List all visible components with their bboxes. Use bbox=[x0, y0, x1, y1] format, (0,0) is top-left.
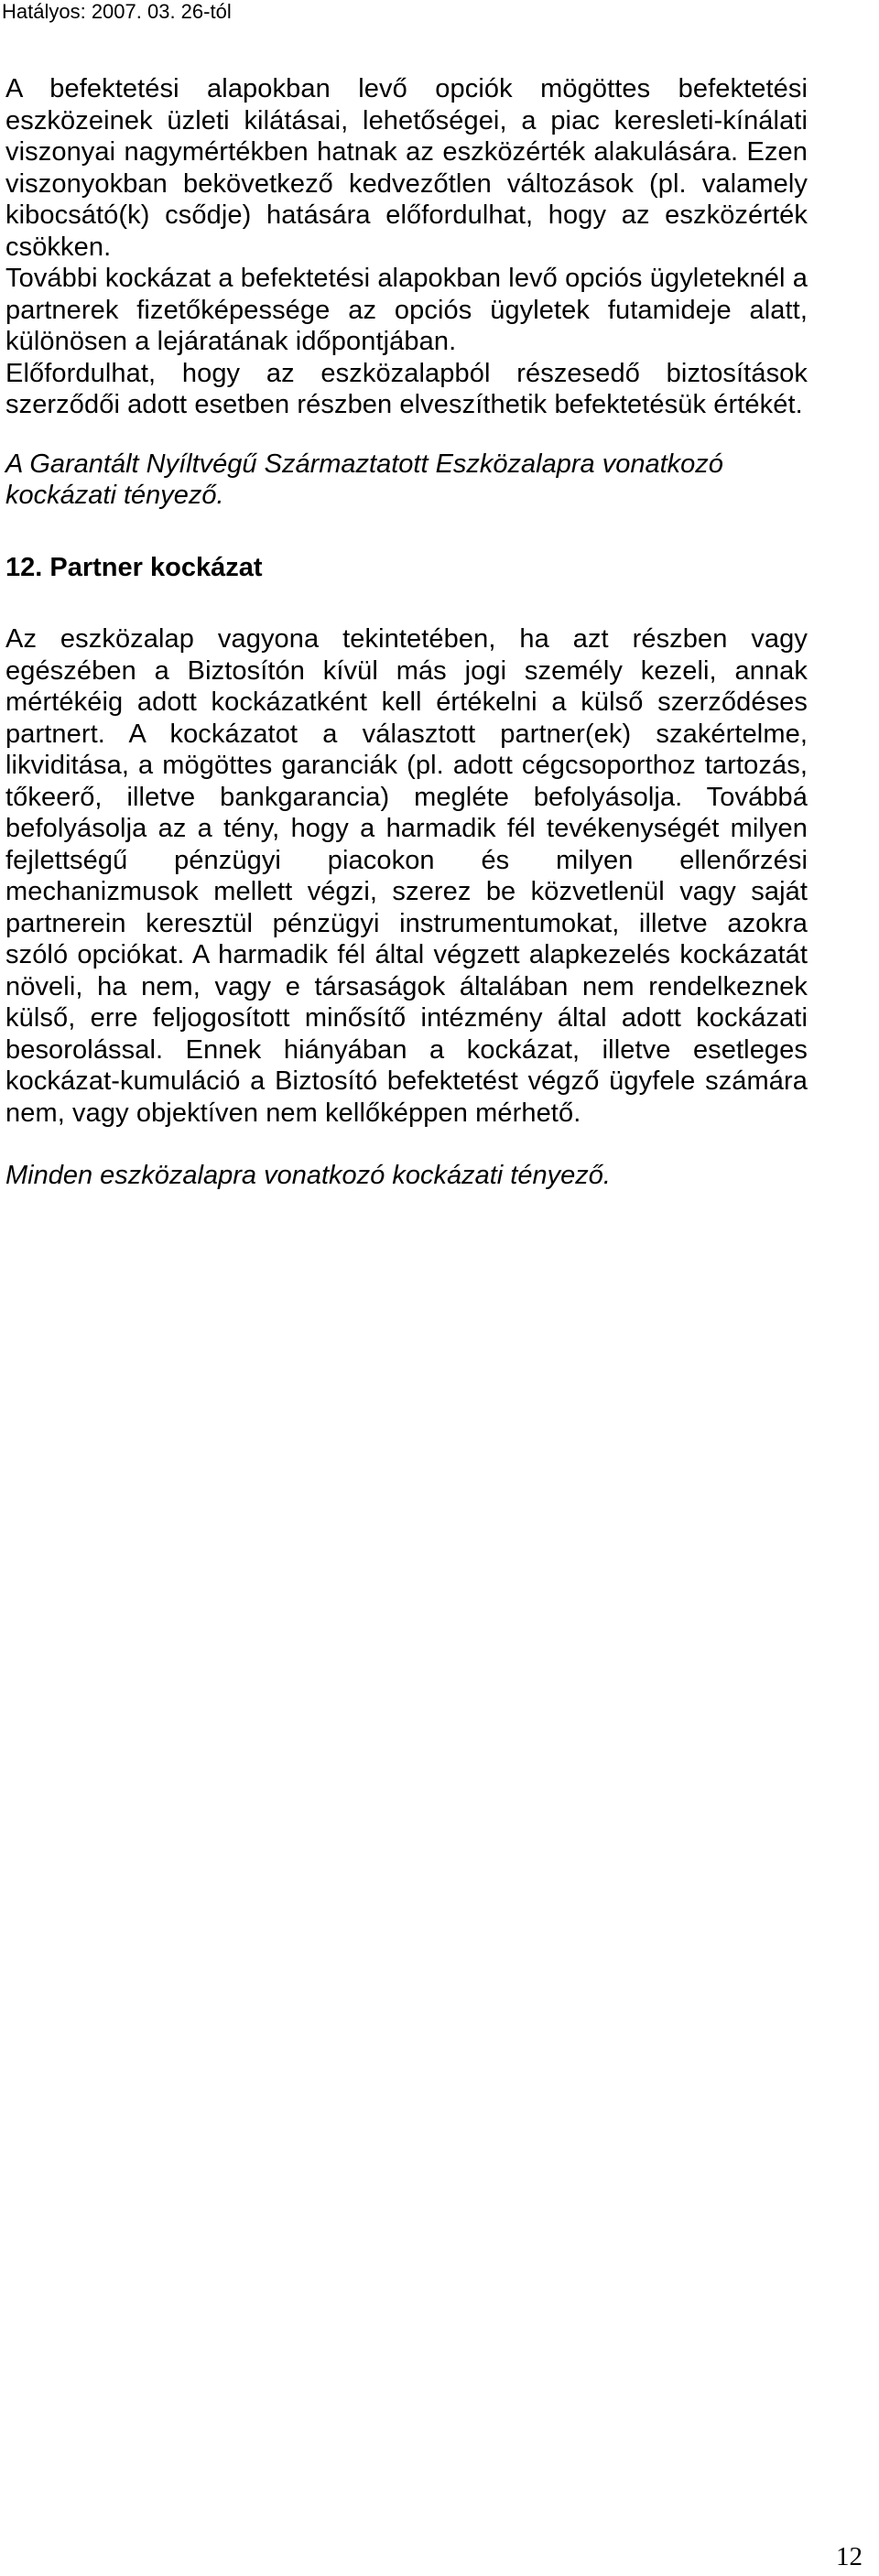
all-funds-note: Minden eszközalapra vonatkozó kockázati tényező. bbox=[5, 1161, 611, 1190]
effective-date-header: Hatályos: 2007. 03. 26-tól bbox=[2, 0, 232, 23]
value-loss-paragraph: Előfordulhat, hogy az eszközalapból részesedő biztosítások szerződői adott esetben részben elveszíthetik befektetésük értékét. bbox=[5, 358, 808, 419]
partner-risk-paragraph: Az eszközalap vagyona tekintetében, ha azt részben vagy egészében a Biztosítón kívül más jogi személy kezeli, annak mértékéig adott kockázatként kell értékelni a külső szerződéses partnert. A kockázatot a választott partner(ek) szakértelme, likviditása, a mögöttes garanciák (pl. adott cégcsoporthoz tartozás, tőkeerő, illetve bankgarancia) megléte befolyásolja. Továbbá befolyásolja az a tény, hogy a harmadik fél tevékenységét milyen fejlettségű pénzügyi piacokon és milyen ellenőrzési mechanizmusok mellett végzi, szerez be közvetlenül vagy saját partnerein keresztül pénzügyi instrumentumokat, illetve azokra szóló opciókat. A harmadik fél által végzett alapkezelés kockázatát növeli, ha nem, vagy e társaságok általában nem rendelkeznek külső, erre feljogosított minősítő intézmény által adott kockázati besorolással. Ennek hiányában a kockázat, illetve esetleges kockázat-kumuláció a Biztosító befektetést végző ügyfele számára nem, vagy objektíven nem kellőképpen mérhető. bbox=[5, 624, 808, 1128]
partner-solvency-paragraph: További kockázat a befektetési alapokban levő opciós ügyleteknél a partnerek fizetőképessége az opciós ügyletek futamideje alatt, különösen a lejáratának időpontjában. bbox=[5, 264, 808, 356]
document-body bbox=[5, 73, 808, 1192]
spacer bbox=[5, 512, 808, 552]
spacer bbox=[5, 1129, 808, 1160]
page-number: 12 bbox=[836, 2542, 863, 2571]
spacer bbox=[5, 421, 808, 449]
spacer bbox=[5, 583, 808, 623]
section-title-partner-risk: 12. Partner kockázat bbox=[5, 552, 263, 582]
opcio-risk-paragraph: A befektetési alapokban levő opciók mögöttes befektetési eszközeinek üzleti kilátásai, lehetőségei, a piac keresleti-kínálati viszonyai nagymértékben hatnak az eszközérték alakulására. Ezen viszonyokban bekövetkező kedvezőtlen változások (pl. valamely kibocsátó(k) csődje) hatására előfordulhat, hogy az eszközérték csökken. bbox=[5, 74, 808, 262]
garantalt-fund-note: A Garantált Nyíltvégű Származtatott Eszközalapra vonatkozó kockázati tényező. bbox=[5, 449, 723, 510]
